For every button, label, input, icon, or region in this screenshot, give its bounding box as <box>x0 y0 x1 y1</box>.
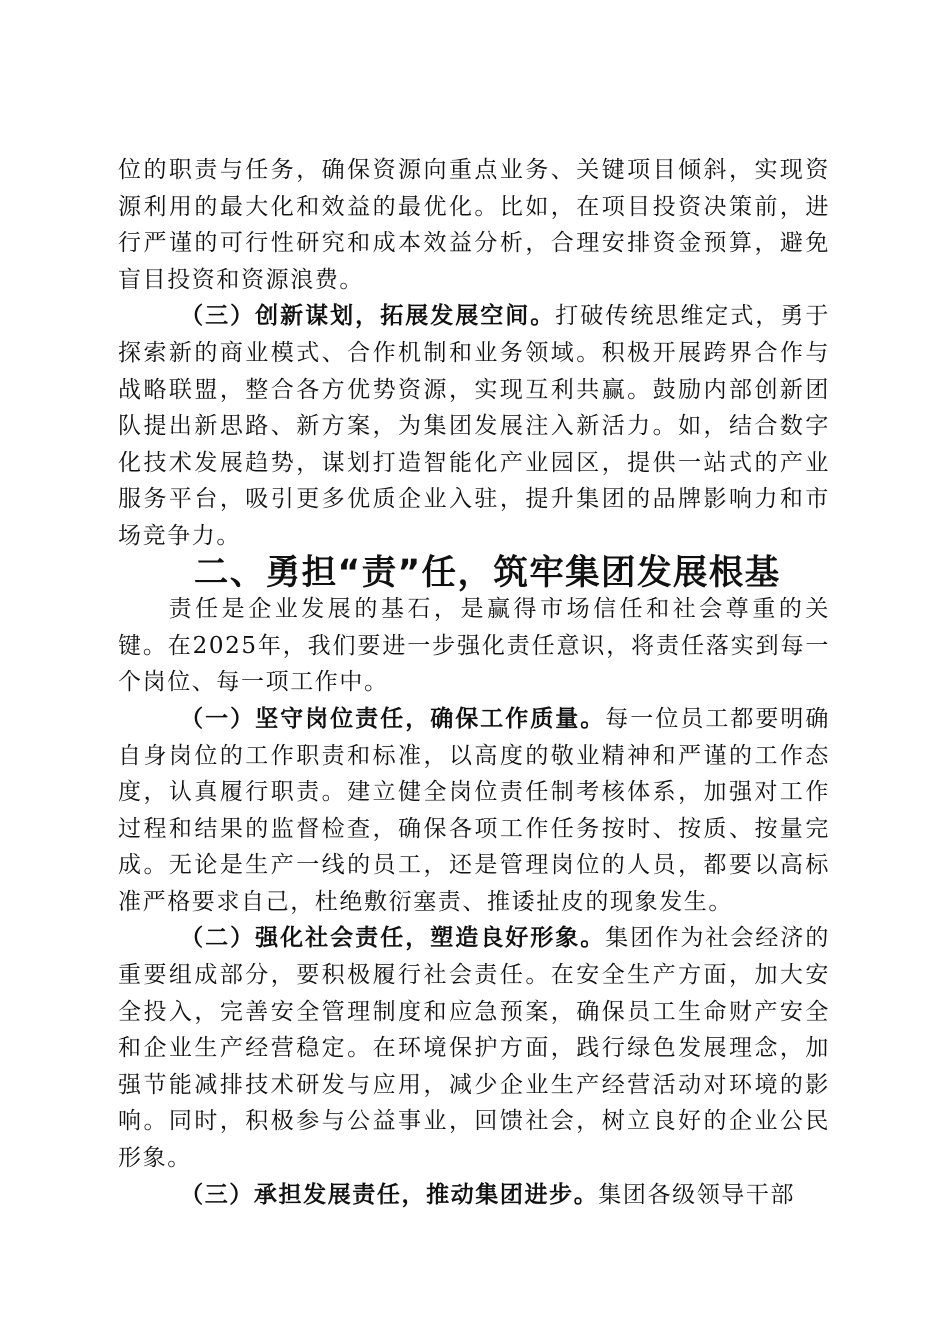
paragraph-innovation <box>118 298 830 554</box>
paragraph-text: 每一位员工都要明确自身岗位的工作职责和标准，以高度的敬业精神和严谨的工作态度，认真履行职责。建立健全岗位责任制考核体系，加强对工作过程和结果的监督检查，确保各项工作任务按时、按质、按量完成。无论是生产一线的员工，还是管理岗位的人员，都要以高标准严格要求自己，杜绝敷衍塞责、推诿扯皮的现象发生。 <box>118 705 830 915</box>
paragraph-text: 责任是企业发展的基石，是赢得市场信任和社会尊重的关键。在2025年，我们要进一步强化责任意识，将责任落实到每一个岗位、每一项工作中。 <box>118 596 830 696</box>
document-page <box>118 152 830 1213</box>
paragraph-resource-allocation-continued <box>118 152 830 298</box>
paragraph-text: 打破传统思维定式，勇于探索新的商业模式、合作机制和业务领域。积极开展跨界合作与战略联盟，整合各方优势资源，实现互利共赢。鼓励内部创新团队提出新思路、新方案，为集团发展注入新活力。如，结合数字化技术发展趋势，谋划打造智能化产业园区，提供一站式的产业服务平台，吸引更多优质企业入驻，提升集团的品牌影响力和市场竞争力。 <box>118 303 831 549</box>
paragraph-post-responsibility <box>118 701 830 921</box>
paragraph-lead: （三）承担发展责任，推动集团进步。 <box>180 1180 599 1208</box>
section-heading: 二、勇担“责”任，筑牢集团发展根基 <box>193 552 781 593</box>
paragraph-text: 集团各级领导干部 <box>598 1181 796 1208</box>
paragraph-lead: （三）创新谋划，拓展发展空间。 <box>180 302 556 330</box>
paragraph-social-responsibility <box>118 920 830 1176</box>
section-intro-paragraph <box>118 591 830 701</box>
paragraph-lead: （一）坚守岗位责任，确保工作质量。 <box>180 704 606 732</box>
paragraph-development-responsibility <box>118 1177 830 1214</box>
paragraph-text: 位的职责与任务，确保资源向重点业务、关键项目倾斜，实现资源利用的最大化和效益的最优化。比如，在项目投资决策前，进行严谨的可行性研究和成本效益分析，合理安排资金预算，避免盲目投资和资源浪费。 <box>118 157 830 293</box>
paragraph-lead: （二）强化社会责任，塑造良好形象。 <box>180 924 606 952</box>
paragraph-text: 集团作为社会经济的重要组成部分，要积极履行社会责任。在安全生产方面，加大安全投入，完善安全管理制度和应急预案，确保员工生命财产安全和企业生产经营稳定。在环境保护方面，践行绿色发展理念，加强节能减排技术研发与应用，减少企业生产经营活动对环境的影响。同时，积极参与公益事业，回馈社会，树立良好的企业公民形象。 <box>118 925 830 1172</box>
